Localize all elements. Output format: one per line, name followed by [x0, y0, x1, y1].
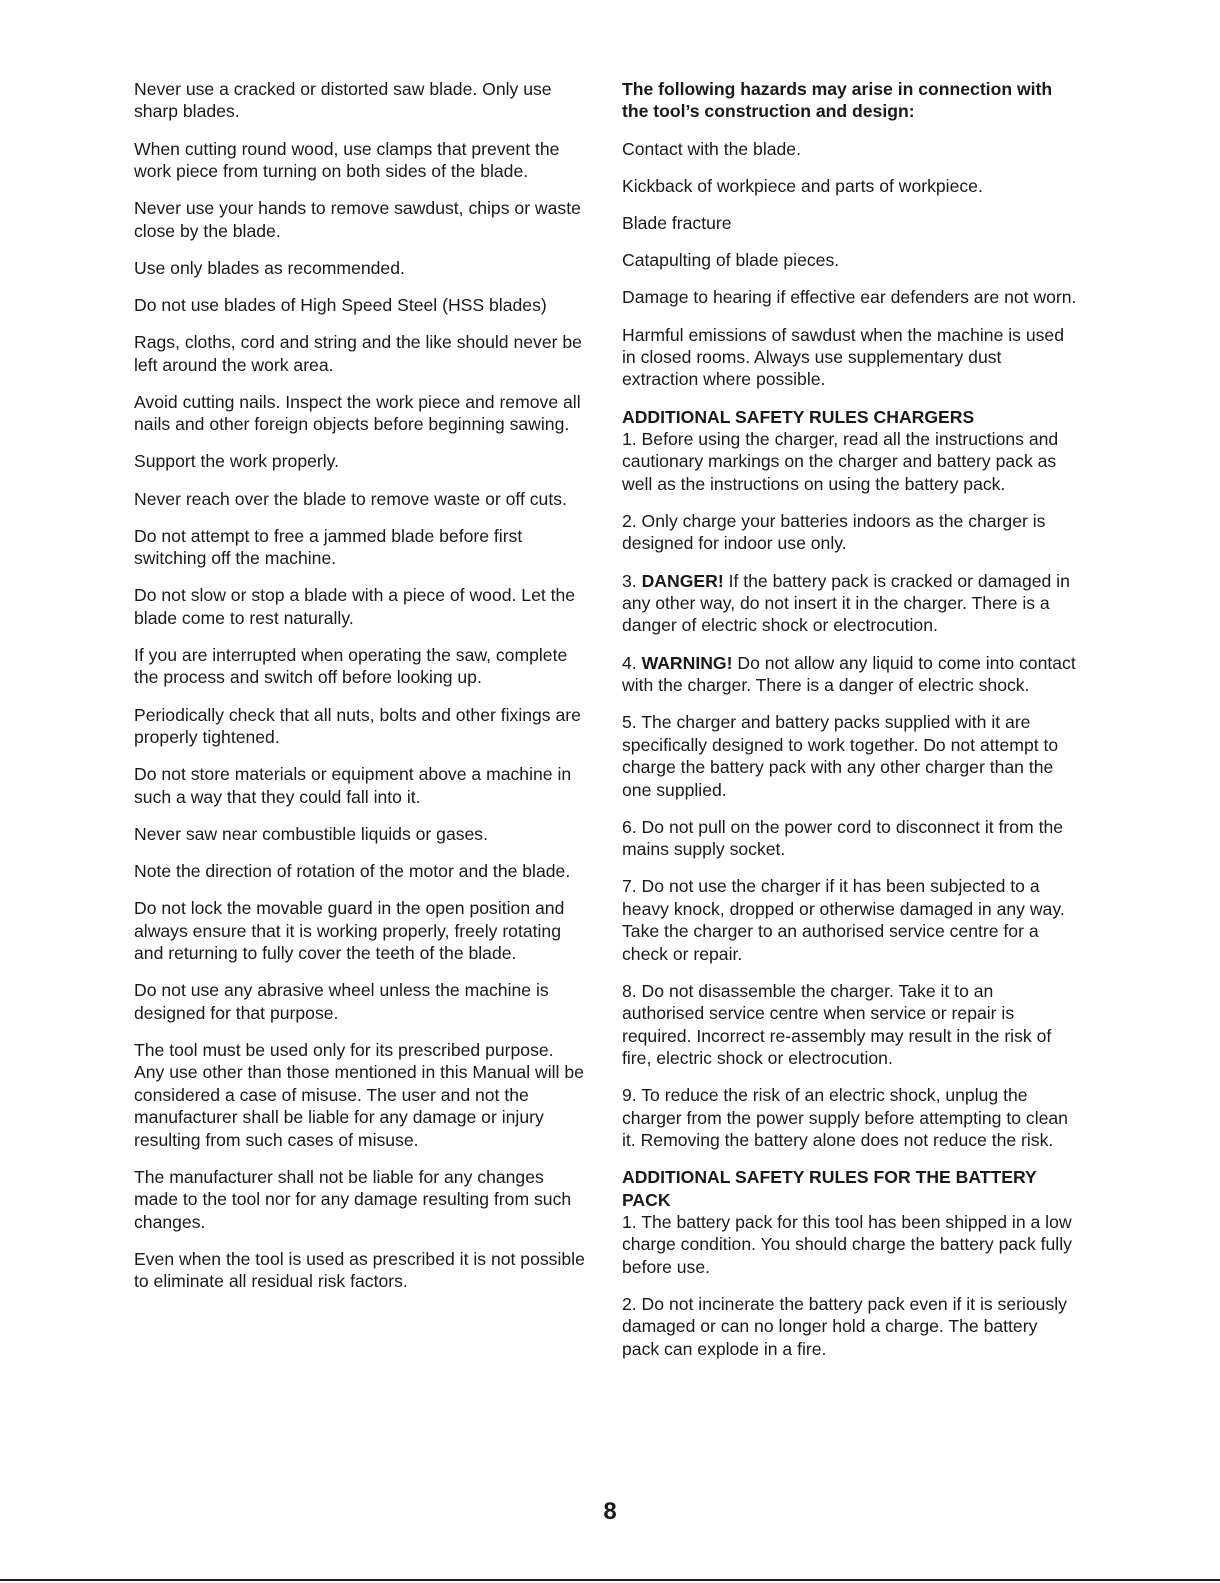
- safety-rule: Periodically check that all nuts, bolts and other fixings are properly tightened.: [134, 704, 581, 748]
- chargers-heading: ADDITIONAL SAFETY RULES CHARGERS: [622, 406, 975, 427]
- charger-rule-3: [622, 570, 1078, 637]
- hazards-heading: The following hazards may arise in connection with the tool’s construction and design:: [622, 79, 1053, 122]
- left-column: [134, 78, 586, 1307]
- hazard-item: Blade fracture: [622, 213, 732, 234]
- rule-text: Do not allow any liquid to come into contact with the charger. There is a danger of electric shock.: [622, 652, 1076, 696]
- safety-rule: Do not use any abrasive wheel unless the machine is designed for that purpose.: [134, 980, 549, 1023]
- rule-number: 3.: [622, 570, 637, 591]
- safety-rule: The tool must be used only for its prescribed purpose. Any use other than those mentioned in this Manual will be considered a case of misuse. The user and not the manufacturer shall be liable for any damage or injury resulting from such cases of misuse.: [134, 1039, 584, 1150]
- charger-rule-2: 2. Only charge your batteries indoors as the charger is designed for indoor use only.: [622, 511, 1046, 554]
- hazard-item: Harmful emissions of sawdust when the machine is used in closed rooms. Always use supplementary dust extraction where possible.: [622, 324, 1064, 390]
- safety-rule: Never saw near combustible liquids or gases.: [134, 823, 488, 844]
- battery-rule-2: 2. Do not incinerate the battery pack even if it is seriously damaged or can no longer hold a charge. The battery pack can explode in a fire.: [622, 1294, 1067, 1359]
- safety-rule: When cutting round wood, use clamps that prevent the work piece from turning on both sides of the blade.: [134, 138, 560, 182]
- safety-rule: Do not use blades of High Speed Steel (HSS blades): [134, 295, 547, 316]
- safety-rule: Support the work properly.: [134, 451, 340, 472]
- safety-rule: Never use a cracked or distorted saw blade. Only use sharp blades.: [134, 79, 552, 122]
- safety-rule: Never reach over the blade to remove waste or off cuts.: [134, 488, 567, 509]
- hazard-item: Kickback of workpiece and parts of workpiece.: [622, 175, 983, 196]
- danger-label: DANGER!: [641, 570, 724, 591]
- battery-heading: ADDITIONAL SAFETY RULES FOR THE BATTERY PACK: [622, 1167, 1037, 1210]
- safety-rule: Do not store materials or equipment above a machine in such a way that they could fall into it.: [134, 764, 572, 807]
- page-number: 8: [603, 1498, 617, 1525]
- charger-rule-7: 7. Do not use the charger if it has been subjected to a heavy knock, dropped or otherwise damaged in any way. Take the charger to an authorised service centre for a check or repair.: [622, 876, 1065, 964]
- bottom-divider: [0, 1579, 1220, 1581]
- rule-number: 4.: [622, 652, 637, 673]
- safety-rule: The manufacturer shall not be liable for any changes made to the tool nor for any damage resulting from such changes.: [134, 1166, 572, 1232]
- hazard-item: Catapulting of blade pieces.: [622, 250, 840, 271]
- safety-rule: Do not lock the movable guard in the open position and always ensure that it is working properly, freely rotating and returning to fully cover the teeth of the blade.: [134, 898, 565, 964]
- safety-rule: Do not slow or stop a blade with a piece of wood. Let the blade come to rest naturally.: [134, 585, 576, 628]
- charger-rule-8: 8. Do not disassemble the charger. Take it to an authorised service centre when service or repair is required. Incorrect re-assembly may result in the risk of fire, electric shock or electrocution.: [622, 980, 1052, 1068]
- charger-rule-6: 6. Do not pull on the power cord to disconnect it from the mains supply socket.: [622, 816, 1064, 860]
- charger-rule-4: [622, 652, 1078, 697]
- safety-rule: Never use your hands to remove sawdust, chips or waste close by the blade.: [134, 198, 581, 241]
- safety-rule: If you are interrupted when operating the saw, complete the process and switch off before looking up.: [134, 645, 568, 688]
- right-column: [622, 78, 1078, 1375]
- safety-rule: Even when the tool is used as prescribed it is not possible to eliminate all residual risk factors.: [134, 1248, 585, 1292]
- rule-text: If the battery pack is cracked or damaged in any other way, do not insert it in the charger. There is a danger of electric shock or electrocution.: [622, 570, 1070, 636]
- safety-rule: Use only blades as recommended.: [134, 257, 405, 278]
- charger-rule-1: 1. Before using the charger, read all the instructions and cautionary markings on the charger and battery pack as well as the instructions on using the battery pack.: [622, 429, 1059, 494]
- charger-rule-9: 9. To reduce the risk of an electric shock, unplug the charger from the power supply before attempting to clean it. Removing the battery alone does not reduce the risk.: [622, 1085, 1068, 1150]
- charger-rule-5: 5. The charger and battery packs supplied with it are specifically designed to work together. Do not attempt to charge the battery pack with any other charger than the one supplied.: [622, 712, 1059, 800]
- battery-rule-1: 1. The battery pack for this tool has been shipped in a low charge condition. You should charge the battery pack fully before use.: [622, 1212, 1072, 1277]
- safety-rule: Note the direction of rotation of the motor and the blade.: [134, 861, 571, 882]
- safety-rule: Do not attempt to free a jammed blade before first switching off the machine.: [134, 525, 523, 569]
- warning-label: WARNING!: [641, 652, 733, 673]
- safety-rule: Avoid cutting nails. Inspect the work piece and remove all nails and other foreign objects before beginning sawing.: [134, 391, 581, 435]
- hazard-item: Damage to hearing if effective ear defenders are not worn.: [622, 287, 1077, 308]
- safety-rule: Rags, cloths, cord and string and the like should never be left around the work area.: [134, 332, 582, 375]
- hazard-item: Contact with the blade.: [622, 138, 801, 159]
